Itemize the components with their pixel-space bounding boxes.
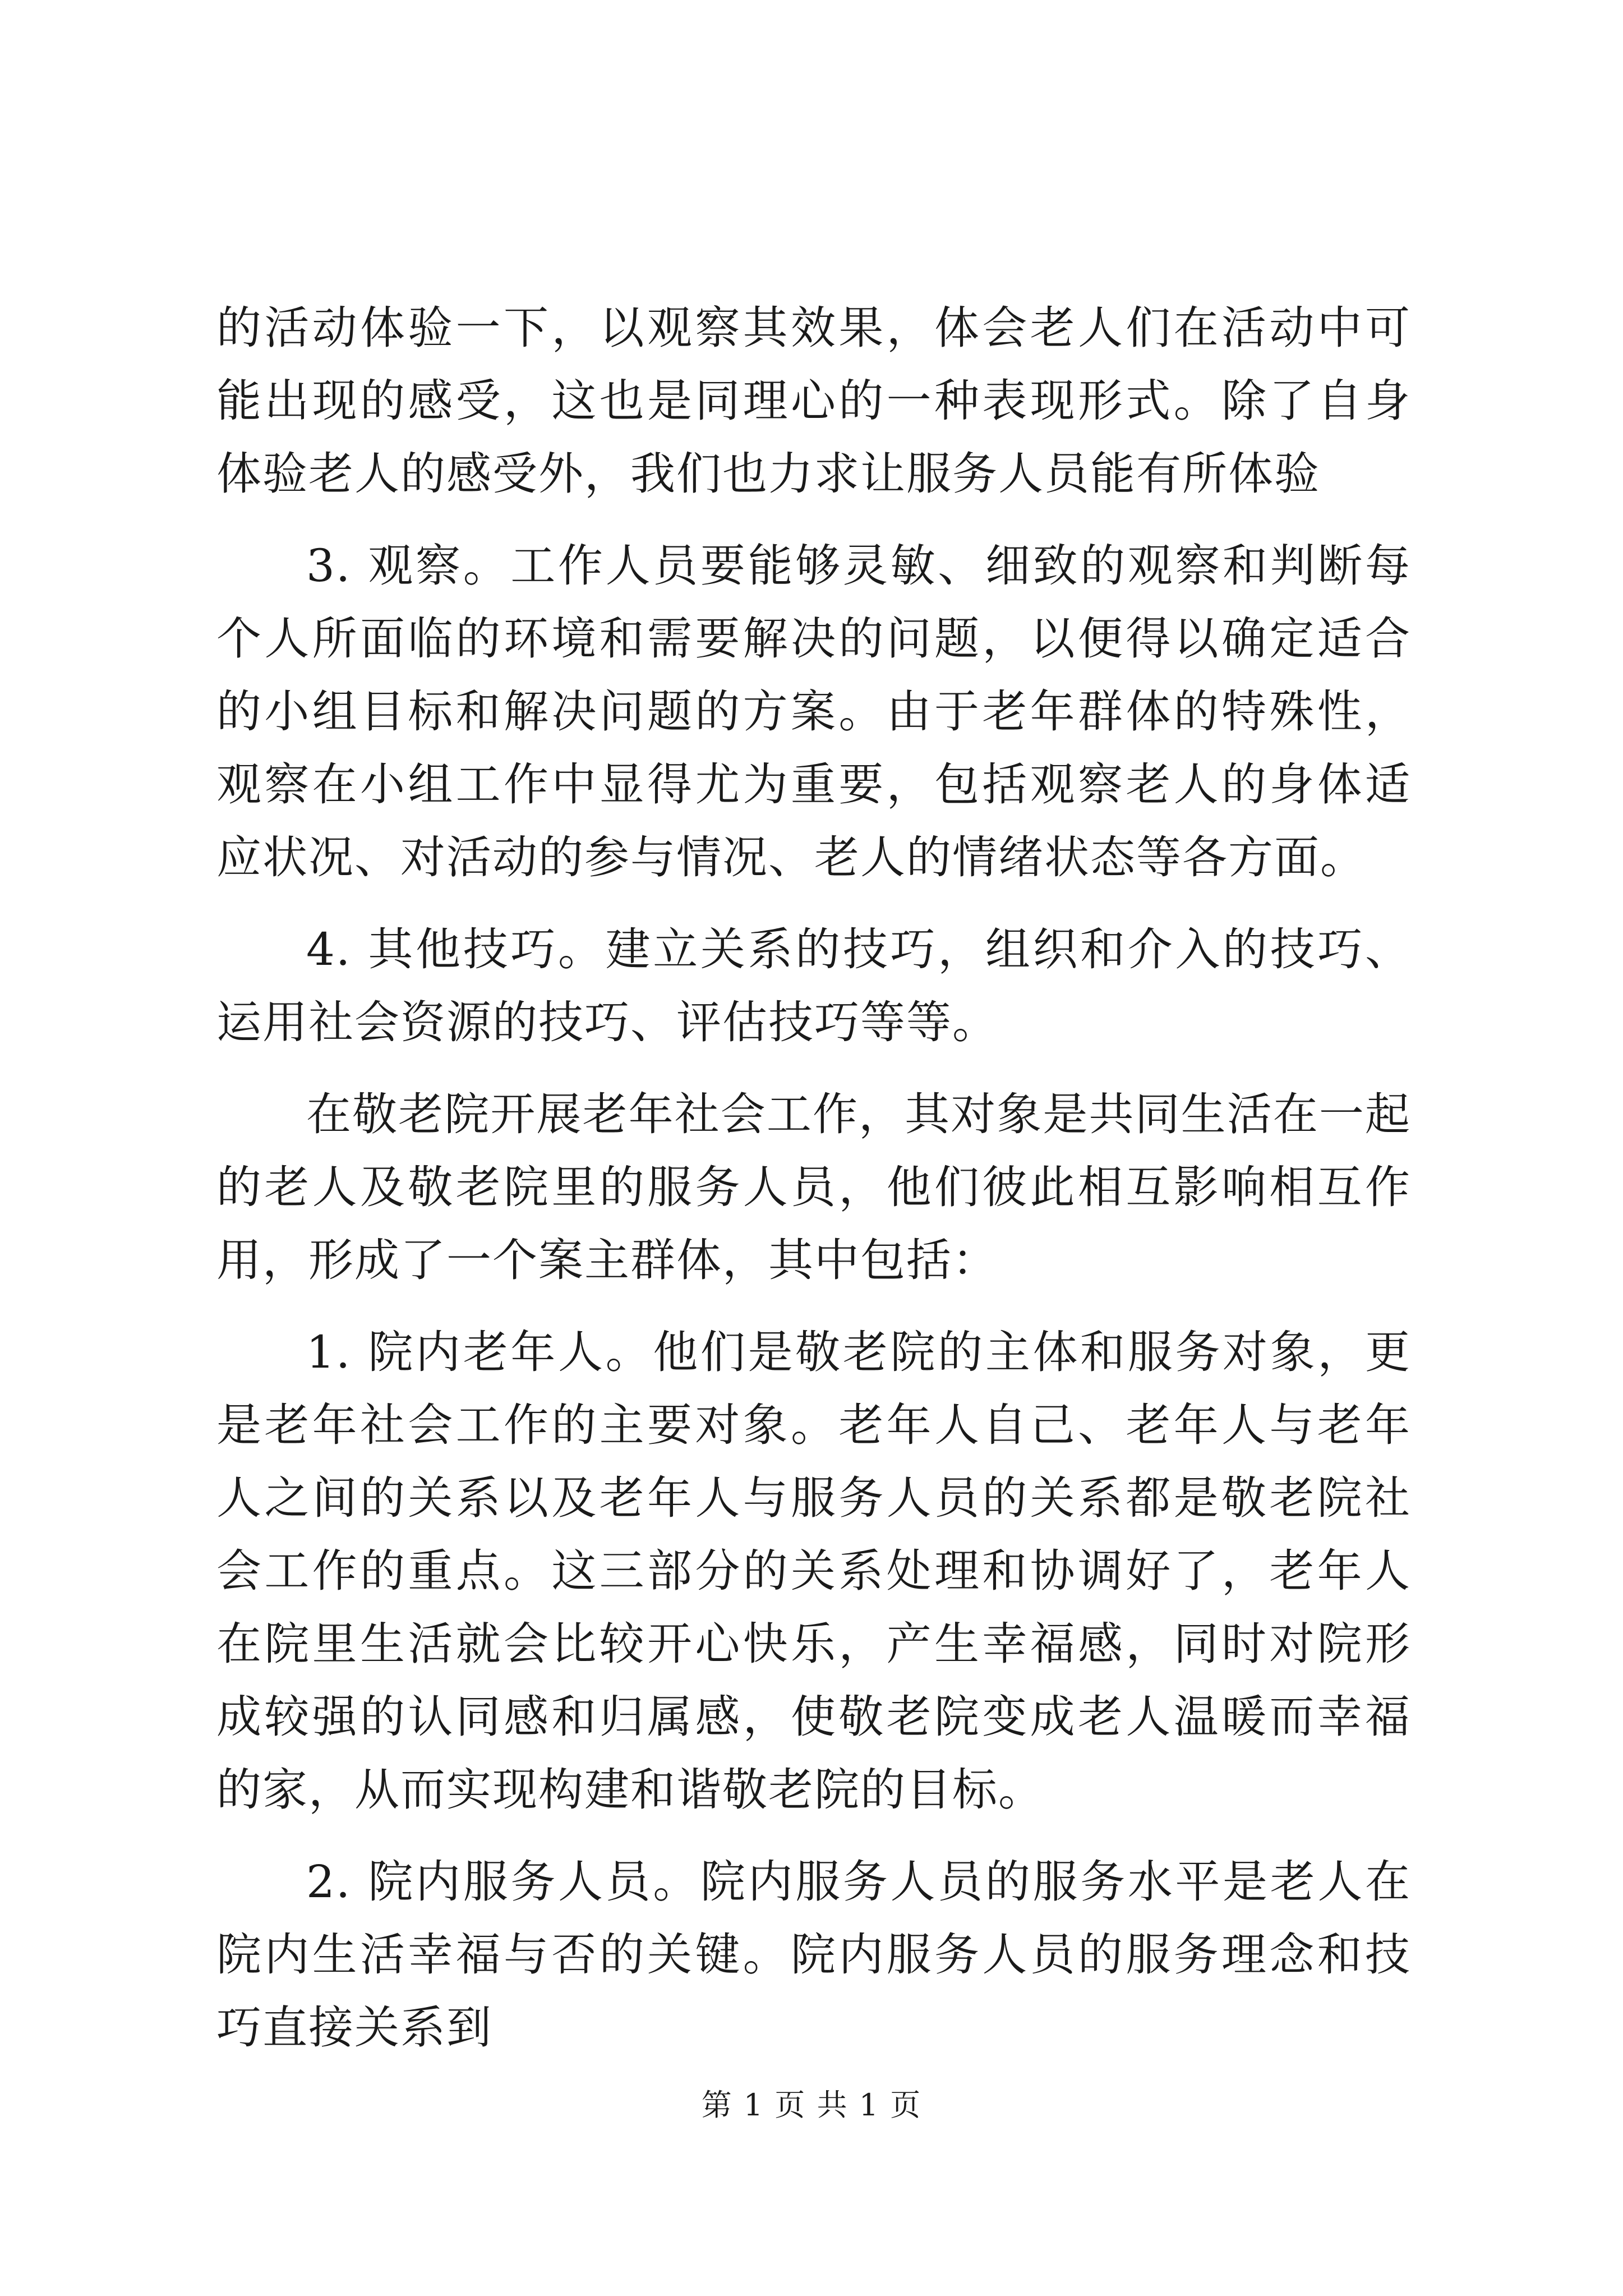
document-body bbox=[216, 292, 1411, 2083]
paragraph-5: 1. 院内老年人。他们是敬老院的主体和服务对象，更是老年社会工作的主要对象。老年人自己、老年人与老年人之间的关系以及老年人与服务人员的关系都是敬老院社会工作的重点。这三部分的关系处理和协调好了，老年人在院里生活就会比较开心快乐，产生幸福感，同时对院形成较强的认同感和归属感，使敬老院变成老人温暖而幸福的家，从而实现构建和谐敬老院的目标。 bbox=[216, 1326, 1411, 1816]
page-footer: 第 1 页 共 1 页 bbox=[701, 2087, 922, 2123]
paragraph-2: 3. 观察。工作人员要能够灵敏、细致的观察和判断每个人所面临的环境和需要解决的问题，以便得以确定适合的小组目标和解决问题的方案。由于老年群体的特殊性，观察在小组工作中显得尤为重要，包括观察老人的身体适应状况、对活动的参与情况、老人的情绪状态等各方面。 bbox=[216, 540, 1411, 884]
paragraph-4: 在敬老院开展老年社会工作，其对象是共同生活在一起的老人及敬老院里的服务人员，他们彼此相互影响相互作用，形成了一个案主群体，其中包括： bbox=[216, 1088, 1411, 1286]
paragraph-1: 的活动体验一下，以观察其效果，体会老人们在活动中可能出现的感受，这也是同理心的一种表现形式。除了自身体验老人的感受外，我们也力求让服务人员能有所体验 bbox=[216, 302, 1411, 500]
paragraph-3: 4. 其他技巧。建立关系的技巧，组织和介入的技巧、运用社会资源的技巧、评估技巧等等。 bbox=[216, 923, 1411, 1048]
paragraph-6: 2. 院内服务人员。院内服务人员的服务水平是老人在院内生活幸福与否的关键。院内服务人员的服务理念和技巧直接关系到 bbox=[216, 1856, 1411, 2054]
